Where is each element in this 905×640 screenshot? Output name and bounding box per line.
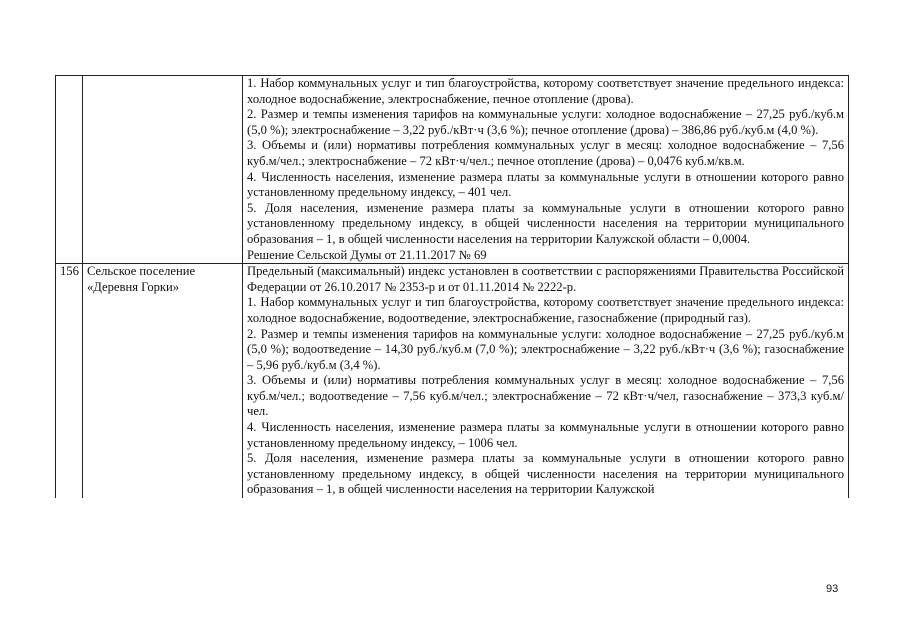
paragraph: 1. Набор коммунальных услуг и тип благоустройства, которому соответствует значение предельного индекса: холодное водоснабжение, водоотведение, электроснабжение, газоснабжение (природный газ). bbox=[247, 295, 844, 325]
municipality-name: Сельское поселение «Деревня Горки» bbox=[83, 264, 243, 498]
paragraph: 4. Численность населения, изменение размера платы за коммунальные услуги в отношении которого равно установленному предельному индексу, – 401 чел. bbox=[247, 169, 844, 200]
row-number bbox=[56, 76, 83, 264]
paragraph: 5. Доля населения, изменение размера платы за коммунальные услуги в отношении которого равно установленному предельному индексу, в общей численности населения на территории муниципального образования – 1, в общей численности населения на территории Калужской области – 0,0004. bbox=[247, 200, 844, 246]
paragraph: 4. Численность населения, изменение размера платы за коммунальные услуги в отношении которого равно установленному предельному индексу, – 1006 чел. bbox=[247, 420, 844, 450]
paragraph: 2. Размер и темпы изменения тарифов на коммунальные услуги: холодное водоснабжение – 27,25 руб./куб.м (5,0 %); электроснабжение – 3,22 руб./кВт·ч (3,6 %); печное отопление (дрова) – 386,86 руб./куб.м (4,0 %). bbox=[247, 107, 844, 137]
municipality-name bbox=[83, 76, 243, 264]
page-number: 93 bbox=[826, 583, 839, 595]
row-details bbox=[243, 264, 849, 498]
table-row bbox=[56, 76, 849, 264]
paragraph: 2. Размер и темпы изменения тарифов на коммунальные услуги: холодное водоснабжение – 27,25 руб./куб.м (5,0 %); водоотведение – 14,30 руб./куб.м (7,0 %); электроснабжение – 3,22 руб./кВт·ч (3,6 %); газоснабжение – 5,96 руб./куб.м (3,4 %). bbox=[247, 326, 844, 372]
paragraph: 3. Объемы и (или) нормативы потребления коммунальных услуг в месяц: холодное водоснабжение – 7,56 куб.м/чел.; электроснабжение – 72 кВт·ч/чел.; печное отопление (дрова) – 0,0476 куб.м/кв.м. bbox=[247, 138, 844, 168]
row-number: 156 bbox=[56, 264, 83, 498]
regulation-table bbox=[55, 75, 849, 498]
decision-reference: Решение Сельской Думы от 21.11.2017 № 69 bbox=[247, 247, 487, 262]
paragraph: Предельный (максимальный) индекс установлен в соответствии с распоряжениями Правительства Российской Федерации от 26.10.2017 № 2353-р и от 01.11.2014 № 2222-р. bbox=[247, 264, 844, 294]
row-details bbox=[243, 76, 849, 264]
paragraph: 1. Набор коммунальных услуг и тип благоустройства, которому соответствует значение предельного индекса: холодное водоснабжение, электроснабжение, печное отопление (дрова). bbox=[247, 76, 844, 106]
table-row bbox=[56, 264, 849, 498]
paragraph: 3. Объемы и (или) нормативы потребления коммунальных услуг в месяц: холодное водоснабжение – 7,56 куб.м/чел.; водоотведение – 7,56 куб.м/чел.; электроснабжение – 72 кВт·ч/чел, газоснабжение – 373,3 куб.м/чел. bbox=[247, 373, 844, 419]
paragraph: 5. Доля населения, изменение размера платы за коммунальные услуги в отношении которого равно установленному предельному индексу, в общей численности населения на территории муниципального образования – 1, в общей численности населения на территории Калужской bbox=[247, 451, 844, 497]
